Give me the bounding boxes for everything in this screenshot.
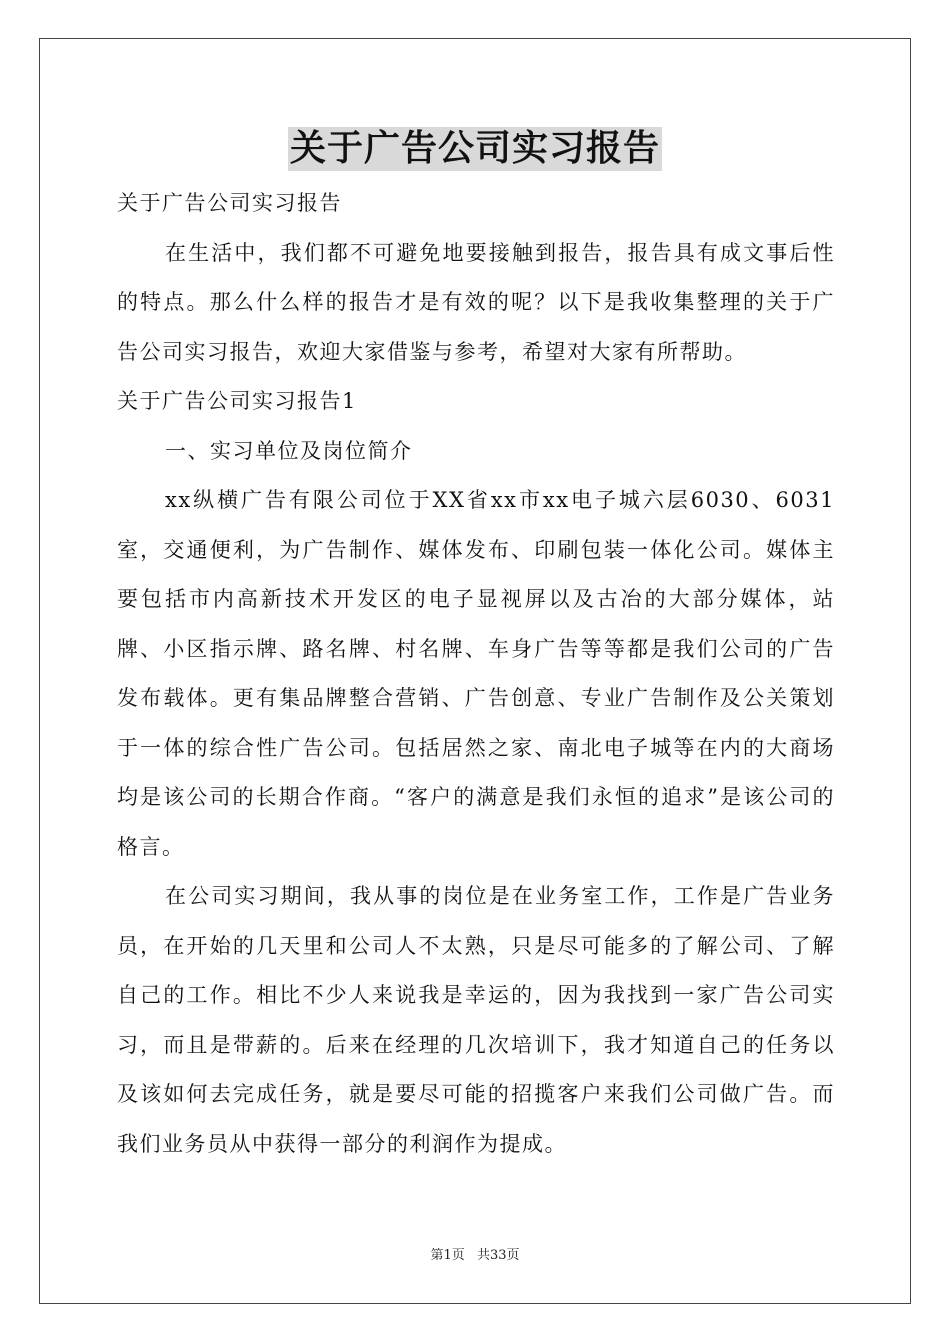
paragraph: 关于广告公司实习报告 bbox=[117, 191, 342, 215]
document-page bbox=[39, 38, 911, 1304]
document-body bbox=[117, 179, 835, 1169]
paragraph: 在公司实习期间，我从事的岗位是在业务室工作，工作是广告业务员，在开始的几天里和公司人不太熟，只是尽可能多的了解公司、了解自己的工作。相比不少人来说我是幸运的，因为我找到一家广告公司实习，而且是带薪的。后来在经理的几次培训下，我才知道自己的任务以及该如何去完成任务，就是要尽可能的招揽客户来我们公司做广告。而我们业务员从中获得一部分的利润作为提成。 bbox=[117, 884, 835, 1156]
subsection-heading: 一、实习单位及岗位简介 bbox=[165, 438, 413, 463]
page-footer bbox=[40, 1248, 910, 1264]
total-pages: 共33页 bbox=[476, 1248, 520, 1263]
document-title: 关于广告公司实习报告 bbox=[289, 128, 660, 169]
page-number: 第1页 bbox=[430, 1248, 465, 1263]
paragraph: xx纵横广告有限公司位于XX省xx市xx电子城六层6030、6031室，交通便利，为广告制作、媒体发布、印刷包装一体化公司。媒体主要包括市内高新技术开发区的电子显视屏以及古冶的大部分媒体，站牌、小区指示牌、路名牌、村名牌、车身广告等等都是我们公司的广告发布载体。更有集品牌整合营销、广告创意、专业广告制作及公关策划于一体的综合性广告公司。包括居然之家、南北电子城等在内的大商场均是该公司的长期合作商。“客户的满意是我们永恒的追求”是该公司的格言。 bbox=[117, 488, 835, 859]
paragraph: 在生活中，我们都不可避免地要接触到报告，报告具有成文事后性的特点。那么什么样的报告才是有效的呢？以下是我收集整理的关于广告公司实习报告，欢迎大家借鉴与参考，希望对大家有所帮助。 bbox=[117, 240, 835, 364]
title-container bbox=[40, 127, 910, 171]
section-heading: 关于广告公司实习报告1 bbox=[117, 389, 357, 413]
